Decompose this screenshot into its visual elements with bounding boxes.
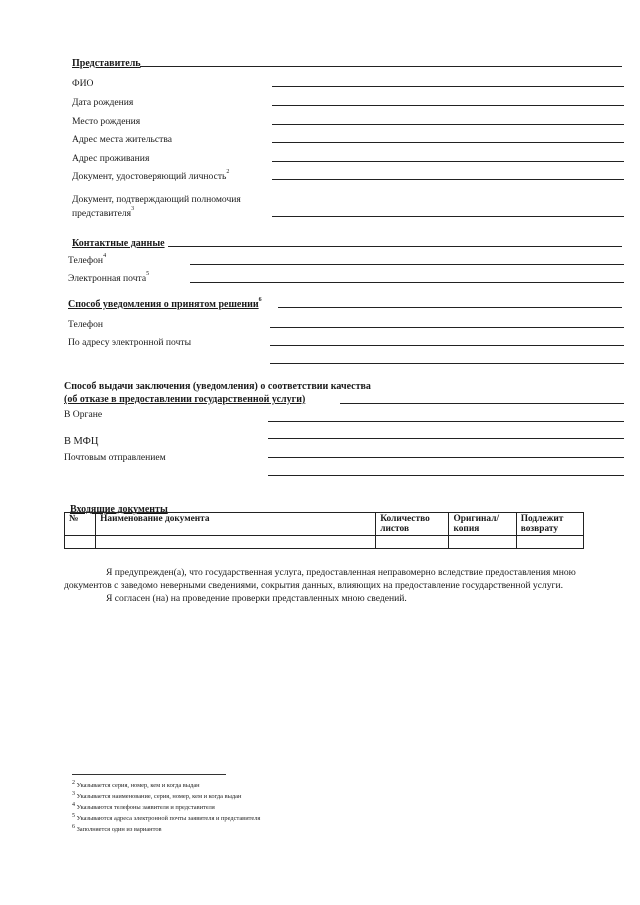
label-residence-address: Адрес места жительства [72,134,173,145]
cell[interactable] [96,536,376,549]
col-original-copy: Оригинал/ копия [449,513,516,536]
fio-field[interactable] [272,86,624,87]
rule [168,246,622,247]
id-document-field[interactable] [272,179,624,180]
rule [140,66,622,67]
label-authority-document-line1: Документ, подтверждающий полномочия [72,194,241,205]
section-title-delivery-line2: (об отказе в предоставлении государственной услуги) [64,394,306,405]
footnote-6: $^6$ Заполняется один из вариантов [72,824,162,833]
section-title-notification: Способ уведомления о принятом решении$^6$ [68,297,262,310]
mail-field[interactable] [268,475,624,476]
in-organ-field[interactable] [268,421,624,422]
footnote-3: $^3$ Указывается наименование, серия, номер, кем и когда выдан [72,791,242,800]
incoming-docs-table [64,512,584,549]
section-title-representative: Представитель [72,58,141,69]
table-header-row [65,513,584,536]
label-fio: ФИО [72,78,94,89]
label-id-document: Документ, удостоверяющий личность$^2$ [72,169,230,182]
authority-document-field[interactable] [272,216,624,217]
notify-phone-field[interactable] [270,327,624,328]
cell[interactable] [376,536,449,549]
declaration-text [64,566,624,605]
label-notify-email: По адресу электронной почты [68,337,192,348]
declaration-line-3: Я согласен (на) на проведение проверки представленных мною сведений. [106,593,407,604]
birth-place-field[interactable] [272,124,624,125]
col-return: Подлежит возврату [516,513,583,536]
rule [340,403,624,404]
contact-phone-field[interactable] [190,264,624,265]
living-address-field[interactable] [272,161,624,162]
in-organ-field-extra[interactable] [268,438,624,439]
label-contact-email: Электронная почта$^5$ [68,271,150,284]
declaration-line-1: Я предупрежден(а), что государственная услуга, предоставленная неправомерно вследствие предоставления мною [106,567,576,578]
footnote-4: $^4$ Указываются телефоны заявителя и представителя [72,802,215,811]
mfc-field[interactable] [268,457,624,458]
col-number: № [65,513,96,536]
footnote-2: $^2$ Указывается серия, номер, кем и когда выдан [72,780,200,789]
footnotes [72,780,260,835]
rule [278,307,622,308]
label-birth-place: Место рождения [72,116,141,127]
notify-email-field-extra[interactable] [270,363,624,364]
residence-address-field[interactable] [272,142,624,143]
label-contact-phone: Телефон$^4$ [68,253,107,266]
declaration-line-2: документов с заведомо неверными сведениями, сокрытия данных, влияющих на предоставление государственной услуги. [64,580,564,591]
birth-date-field[interactable] [272,105,624,106]
label-by-mail: Почтовым отправлением [64,452,166,463]
label-in-organ: В Органе [64,409,103,420]
section-title-contacts: Контактные данные [72,238,165,249]
label-authority-document-line2: представителя$^3$ [72,206,135,219]
label-notify-phone: Телефон [68,319,104,330]
section-title-incoming-docs: Входящие документы [70,504,168,515]
footnote-separator [72,774,226,775]
section-title-delivery-line1: Способ выдачи заключения (уведомления) о соответствии качества [64,381,371,392]
label-living-address: Адрес проживания [72,153,150,164]
col-doc-name: Наименование документа [96,513,376,536]
cell[interactable] [516,536,583,549]
label-birth-date: Дата рождения [72,97,134,108]
notify-email-field[interactable] [270,345,624,346]
footnote-5: $^5$ Указываются адреса электронной почты заявителя и представителя [72,813,261,822]
contact-email-field[interactable] [190,282,624,283]
cell[interactable] [65,536,96,549]
table-row[interactable] [65,536,584,549]
cell[interactable] [449,536,516,549]
label-in-mfc: В МФЦ [64,436,99,447]
col-sheets: Количество листов [376,513,449,536]
